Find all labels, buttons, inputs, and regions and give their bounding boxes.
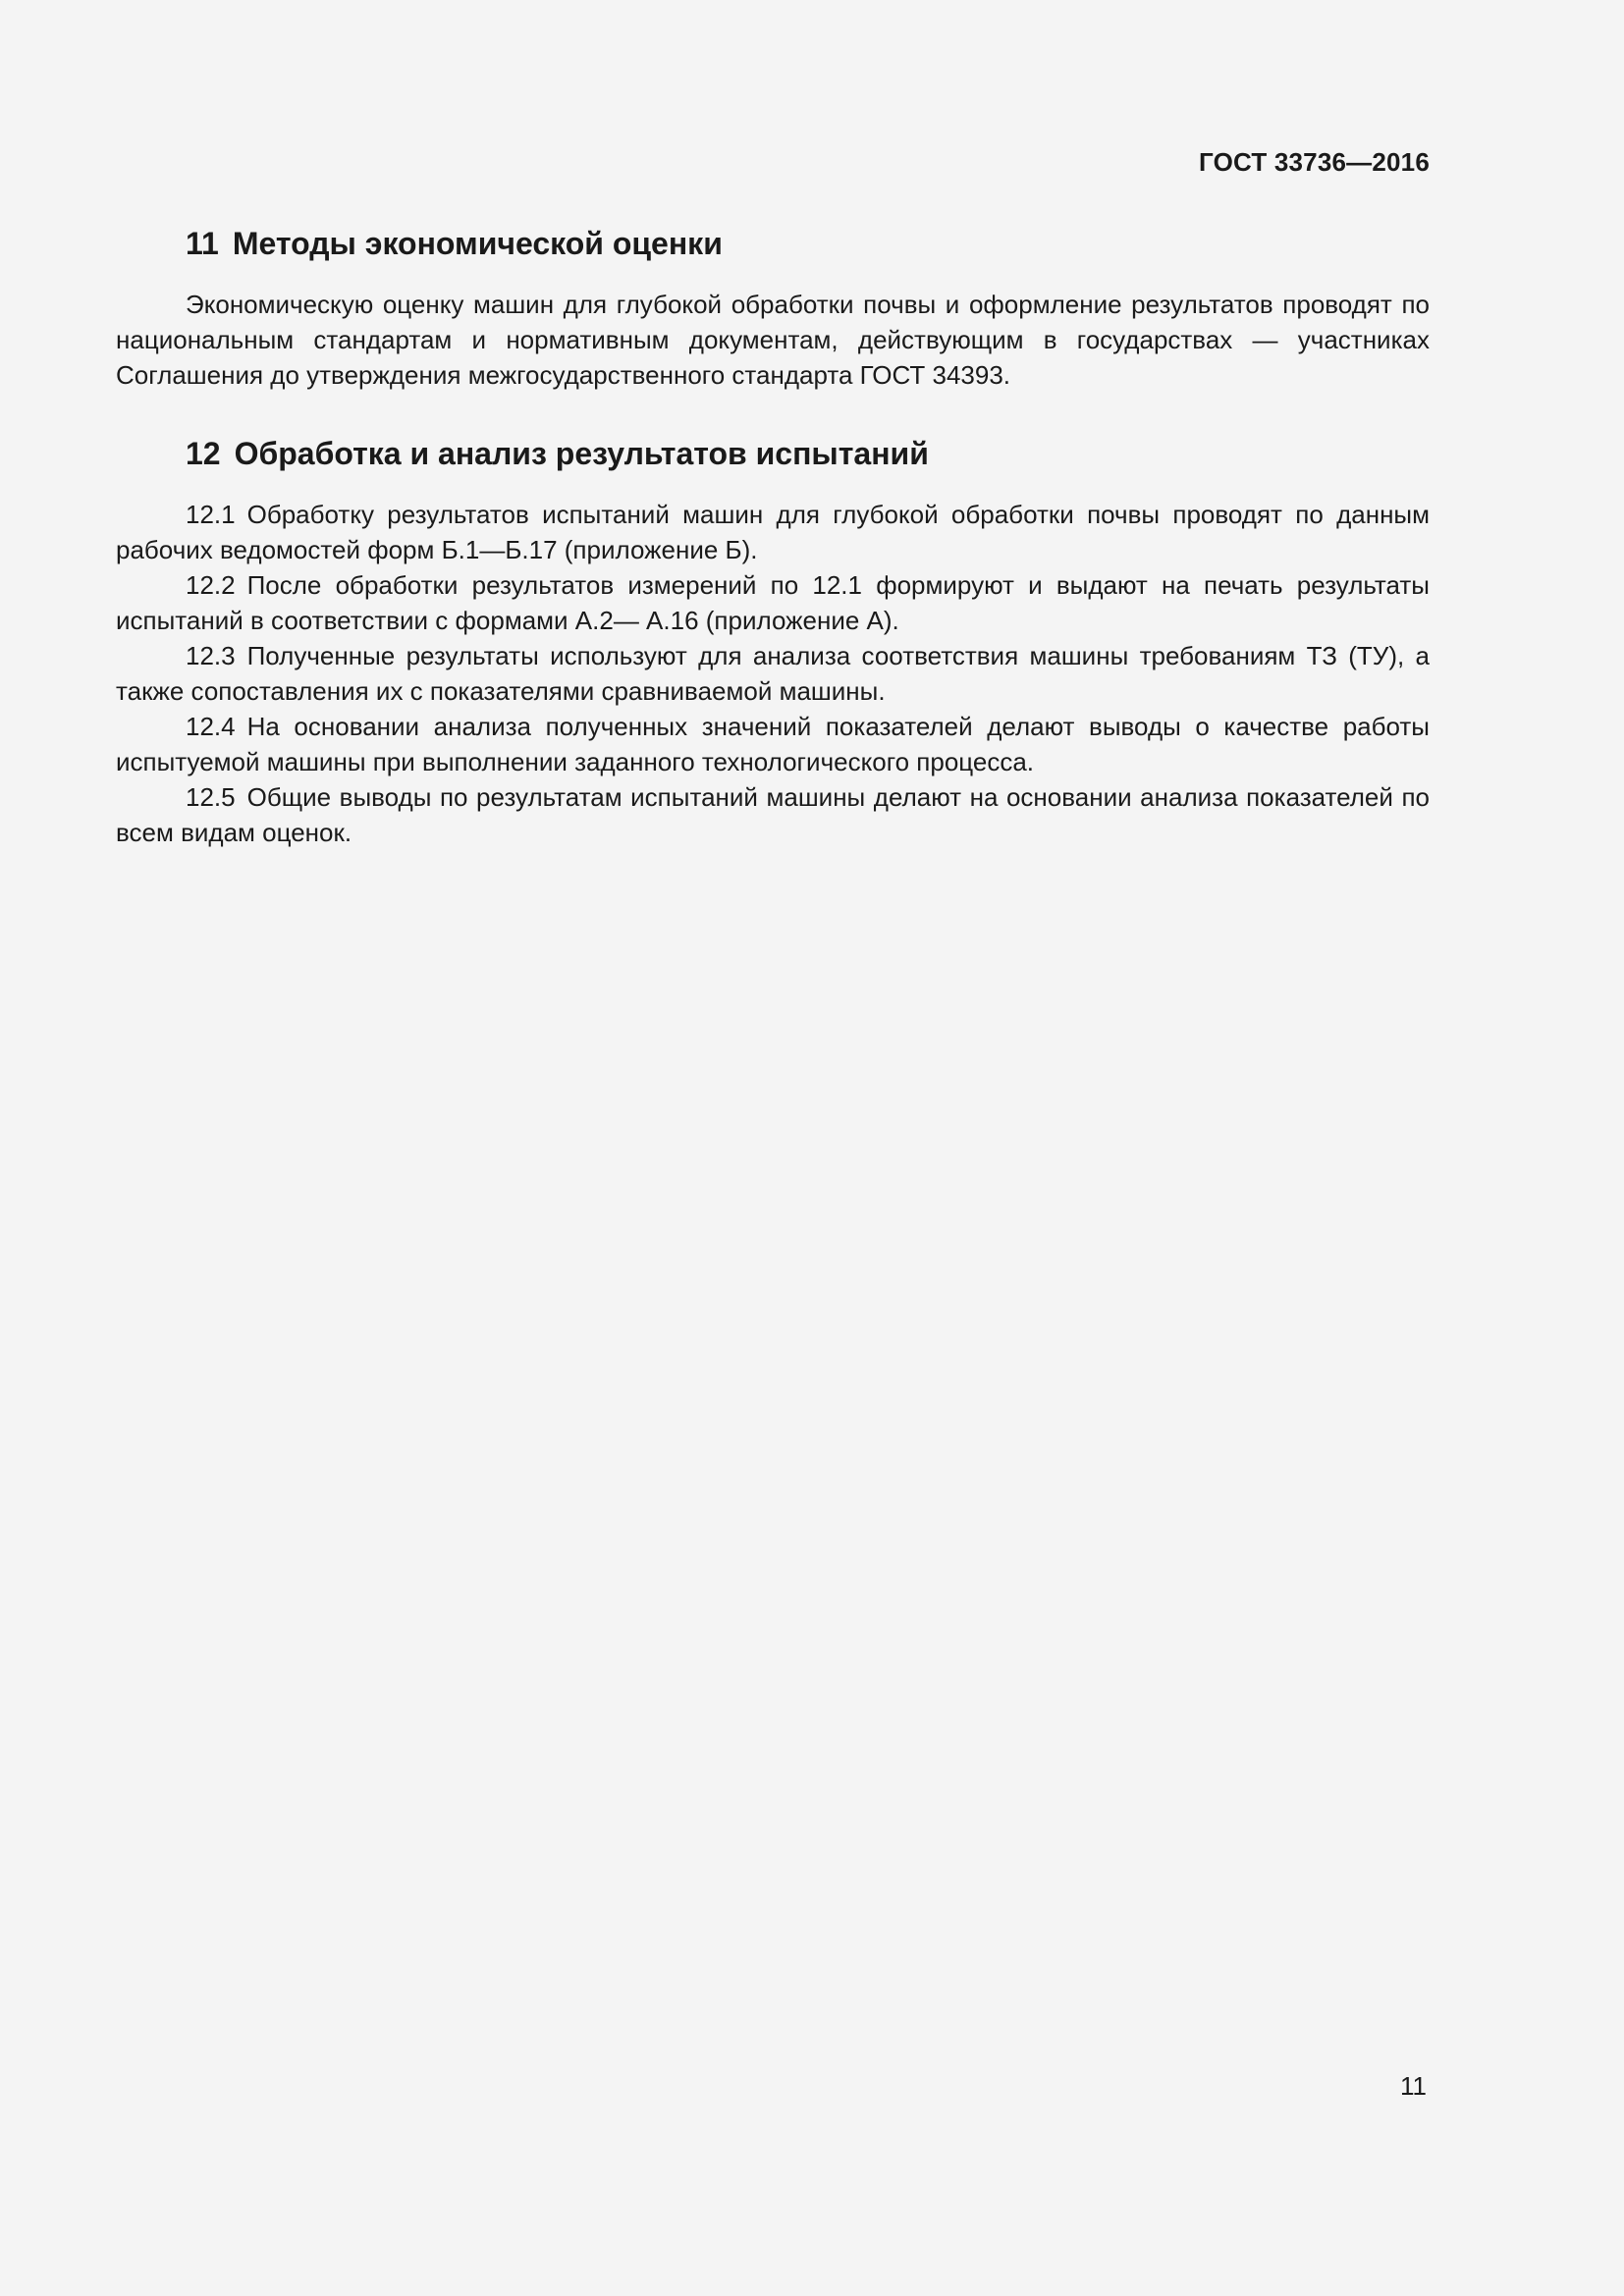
clause-12-2 [116,567,1430,638]
clause-number: 12.1 [186,500,236,529]
clause-12-3 [116,638,1430,709]
document-body [116,220,1430,850]
clause-number: 12.5 [186,782,236,812]
clause-12-5 [116,779,1430,850]
clause-text: Общие выводы по результатам испытаний машины делают на основании анализа показателей по всем видам оценок. [116,782,1430,847]
section-12 [116,430,1430,850]
clause-number: 12.4 [186,712,236,741]
section-12-heading [116,430,1430,477]
page-number: 11 [1400,2071,1427,2101]
clause-12-4 [116,709,1430,779]
clause-number: 12.2 [186,570,236,600]
clause-text: Полученные результаты используют для анализа соответствия машины требованиям ТЗ (ТУ), а также сопоставления их с показателями сравниваемой машины. [116,641,1430,706]
clause-text: На основании анализа полученных значений показателей делают выводы о качестве работы испытуемой машины при выполнении заданного технологического процесса. [116,712,1430,776]
section-11-title: Методы экономической оценки [232,226,723,261]
section-11-heading [116,220,1430,267]
document-code-header: ГОСТ 33736—2016 [1199,147,1430,177]
clause-number: 12.3 [186,641,236,670]
section-11-paragraph: Экономическую оценку машин для глубокой обработки почвы и оформление результатов проводят по национальным стандартам и нормативным документам, действующим в государствах — участниках Соглашения до утверждения межгосударственного стандарта ГОСТ 34393. [116,290,1430,390]
clause-12-1 [116,497,1430,567]
section-11-number: 11 [186,226,219,261]
section-12-title: Обработка и анализ результатов испытаний [234,436,929,471]
section-12-number: 12 [186,436,221,471]
clause-text: После обработки результатов измерений по 12.1 формируют и выдают на печать результаты испытаний в соответствии с формами А.2— А.16 (приложение А). [116,570,1430,635]
section-11 [116,220,1430,393]
clause-text: Обработку результатов испытаний машин для глубокой обработки почвы проводят по данным рабочих ведомостей форм Б.1—Б.17 (приложение Б). [116,500,1430,564]
